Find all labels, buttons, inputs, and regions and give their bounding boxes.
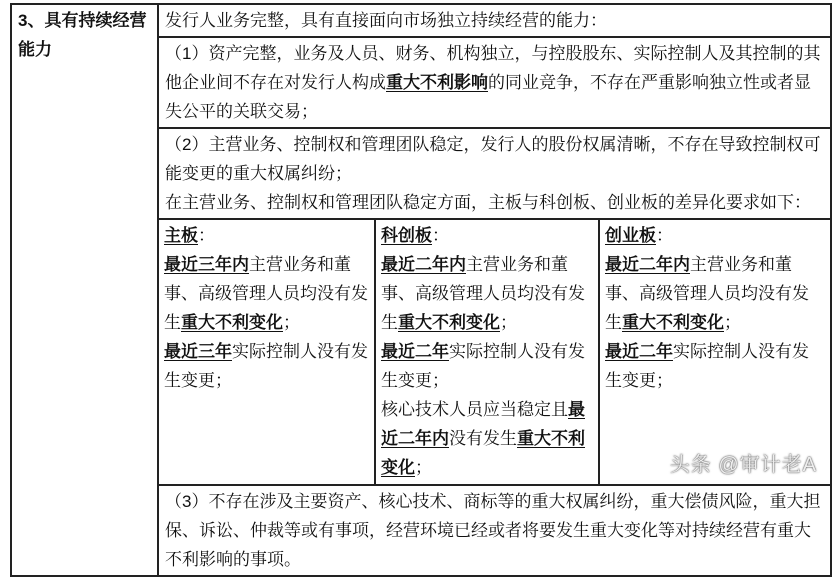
text: ；: [283, 313, 300, 332]
item1-emphasis: 重大不利影响: [386, 73, 488, 92]
colon: ：: [432, 226, 449, 245]
requirements-table: [10, 3, 832, 577]
emphasis: 重大不利变化: [181, 313, 283, 332]
text: 核心技术人员应当稳定且: [381, 400, 568, 419]
emphasis: 重大不利变化: [381, 429, 585, 477]
text: ；: [724, 313, 741, 332]
emphasis: 最近二年内: [381, 400, 585, 448]
text: 主营业务和董事、高级管理人员均没有发生: [381, 255, 585, 332]
intro-text: 发行人业务完整，具有直接面向市场独立持续经营的能力：: [165, 11, 607, 30]
text: 主营业务和董事、高级管理人员均没有发生: [605, 255, 809, 332]
item1-text-c: 的同业竞争，不存在严重影响独立性或者显失公平的关联交易；: [165, 73, 811, 121]
item3-text: （3）不存在涉及主要资产、核心技术、商标等的重大权属纠纷，重大偿债风险，重大担保、诉讼、仲裁等或有事项，经营环境已经或者将要发生重大变化等对持续经营有重大不利影响的事项。: [165, 492, 821, 569]
text: 实际控制人没有发生变更；: [164, 342, 368, 390]
boards-table: [159, 220, 830, 484]
item2-text-a: （2）主营业务、控制权和管理团队稳定，发行人的股份权属清晰，不存在导致控制权可能变更的重大权属纠纷；: [165, 135, 821, 183]
boards-cell: [158, 219, 831, 485]
board-title: 科创板: [381, 226, 432, 245]
left-label: 3、具有持续经营能力: [18, 11, 147, 59]
watermark: 头条 @审计老A: [669, 454, 817, 476]
text: 没有发生: [449, 429, 517, 448]
item1-cell: [158, 37, 831, 128]
emphasis: 最近三年内: [164, 255, 249, 274]
board-growth-cell: [599, 220, 830, 484]
item1-text-a: （1）资产完整，业务及人员、财务、机构独立，与控股股东、实际控制人及其控制的其他企业间不存在对发行人构成: [165, 44, 821, 92]
text: 主营业务和董事、高级管理人员均没有发生: [164, 255, 368, 332]
item3-cell: [158, 485, 831, 576]
item2-cell: [158, 128, 831, 219]
text: ；: [500, 313, 517, 332]
board-title: 主板: [164, 226, 198, 245]
text: 实际控制人没有发生变更；: [381, 342, 585, 390]
left-label-cell: [11, 4, 158, 576]
text: 实际控制人没有发生变更；: [605, 342, 809, 390]
board-main-cell: [159, 220, 375, 484]
board-star-cell: [375, 220, 599, 484]
board-growth-content: [605, 221, 825, 483]
emphasis: 重大不利变化: [398, 313, 500, 332]
text: ；: [415, 458, 432, 477]
emphasis: 最近三年: [164, 342, 232, 361]
emphasis: 最近二年内: [605, 255, 690, 274]
colon: ：: [656, 226, 673, 245]
emphasis: 最近二年内: [381, 255, 466, 274]
emphasis: 重大不利变化: [622, 313, 724, 332]
board-title: 创业板: [605, 226, 656, 245]
intro-cell: [158, 4, 831, 37]
emphasis: 最近二年: [605, 342, 673, 361]
item2-text-b: 在主营业务、控制权和管理团队稳定方面，主板与科创板、创业板的差异化要求如下：: [165, 193, 811, 212]
emphasis: 最近二年: [381, 342, 449, 361]
colon: ：: [198, 226, 215, 245]
